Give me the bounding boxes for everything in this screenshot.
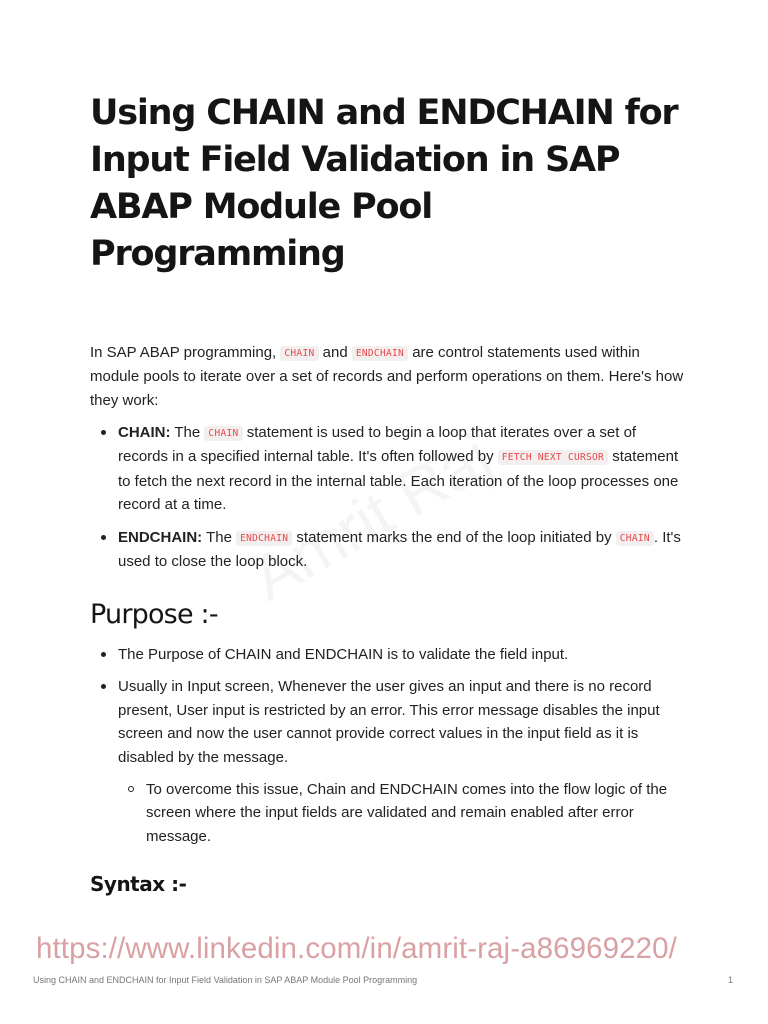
inline-code-chain: CHAIN — [204, 426, 242, 441]
syntax-heading: Syntax :- — [90, 872, 187, 896]
definition-text: . It's used to close the loop block. — [118, 528, 681, 571]
definition-text: statement is used to begin a loop that iterates over a set of records in a specified internal table. It's often followed by — [118, 424, 637, 466]
purpose-heading: Purpose :- — [90, 599, 218, 630]
list-item — [90, 675, 690, 848]
purpose-list — [90, 643, 690, 857]
term-endchain: ENDCHAIN: — [118, 528, 203, 546]
inline-code-chain: CHAIN — [280, 346, 318, 361]
inline-code-endchain: ENDCHAIN — [236, 531, 292, 546]
definition-text: The — [202, 528, 237, 546]
page-title: Using CHAIN and ENDCHAIN for Input Field Validation in SAP ABAP Module Pool Programming — [90, 93, 678, 274]
footer-title: Using CHAIN and ENDCHAIN for Input Field Validation in SAP ABAP Module Pool Programming — [33, 975, 418, 985]
list-item-text: Usually in Input screen, Whenever the user gives an input and there is no record present, User input is restricted by an error. This error message disables the input screen and now the user cannot provide correct values in the input field as it is disabled by the message. — [118, 678, 660, 766]
list-item-chain — [90, 421, 690, 517]
linkedin-url-overlay: https://www.linkedin.com/in/amrit-raj-a86969220/ — [36, 932, 677, 965]
inline-code-endchain: ENDCHAIN — [352, 346, 408, 361]
intro-paragraph — [90, 341, 690, 412]
intro-text: In SAP ABAP programming, — [90, 344, 281, 361]
intro-text: and — [318, 344, 352, 361]
list-item: The Purpose of CHAIN and ENDCHAIN is to validate the field input. — [90, 643, 690, 666]
inline-code-chain: CHAIN — [616, 531, 654, 546]
intro-text: are control statements used within module pools to iterate over a set of records and perform operations on them. Here's how they work: — [90, 344, 684, 409]
definitions-list — [90, 421, 690, 582]
list-item-endchain — [90, 526, 690, 574]
definition-text: statement to fetch the next record in the internal table. Each iteration of the loop processes one record at a time. — [118, 448, 679, 514]
definition-text: The — [170, 424, 205, 441]
term-chain: CHAIN: — [118, 424, 171, 441]
purpose-sublist — [118, 778, 690, 848]
sub-list-item: To overcome this issue, Chain and ENDCHAIN comes into the flow logic of the screen where the input fields are validated and remain enabled after error message. — [118, 778, 690, 848]
page-number: 1 — [728, 975, 734, 985]
definition-text: statement marks the end of the loop initiated by — [292, 528, 616, 546]
inline-code-fetch-next-cursor: FETCH NEXT CURSOR — [498, 450, 608, 465]
